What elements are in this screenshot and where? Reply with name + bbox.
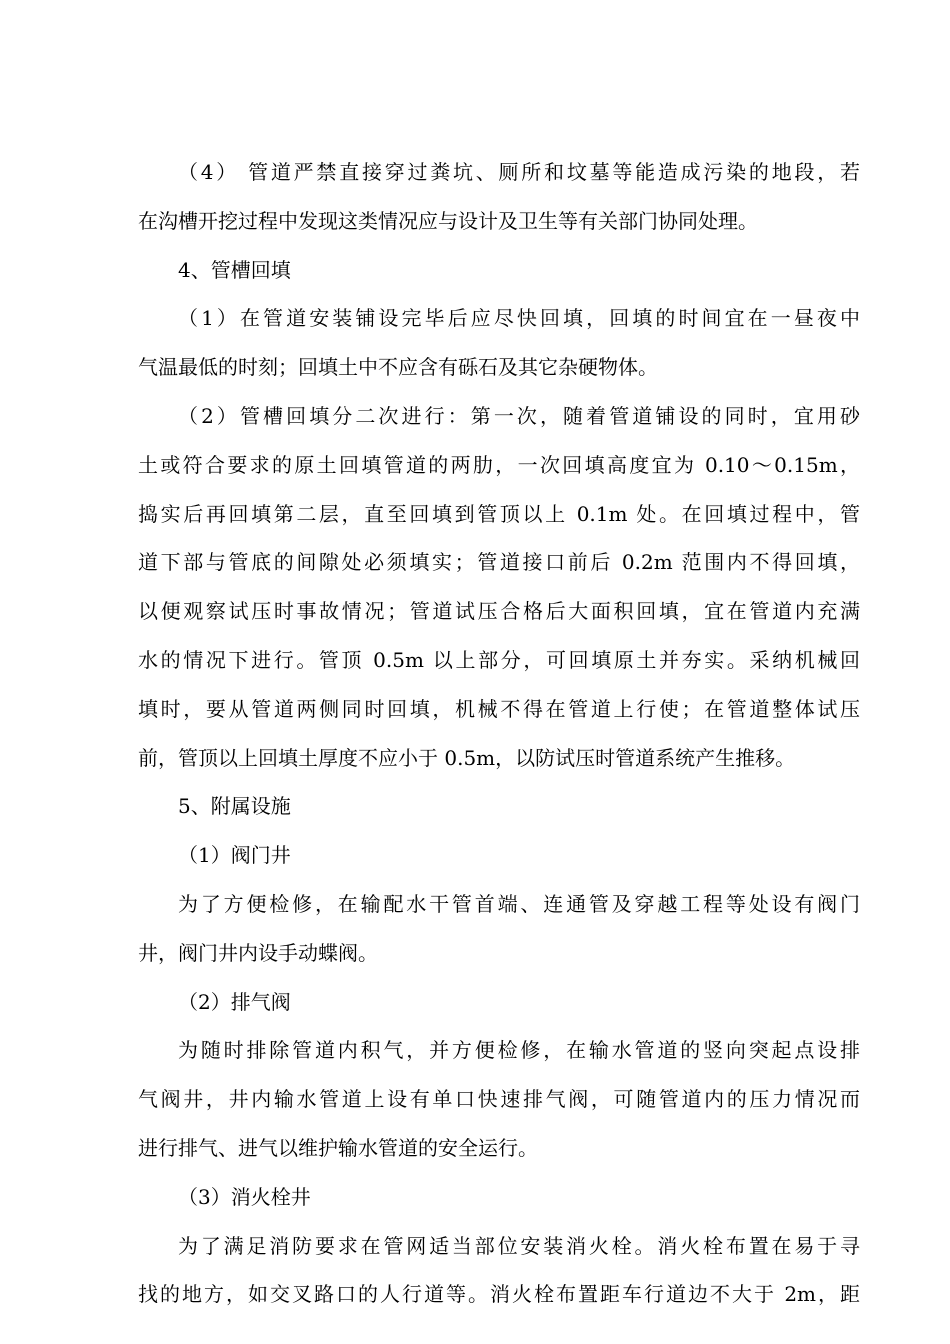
text-line: 为了方便检修，在输配水干管首端、连通管及穿越工程等处设有阀门 [178, 891, 860, 916]
text-line: 填时，要从管道两侧同时回填，机械不得在管道上行使；在管道整体试压 [138, 696, 860, 721]
text-line: （1）在管道安装铺设完毕后应尽快回填，回填的时间宜在一昼夜中 [178, 306, 860, 331]
subsection-heading: （2）排气阀 [178, 989, 291, 1014]
text-line: 前，管顶以上回填土厚度不应小于 0.5m，以防试压时管道系统产生推移。 [138, 745, 796, 770]
text-line: 进行排气、进气以维护输水管道的安全运行。 [138, 1135, 538, 1160]
text-line: 水的情况下进行。管顶 0.5m 以上部分，可回填原土并夯实。采纳机械回 [138, 647, 860, 672]
text-line: 找的地方，如交叉路口的人行道等。消火栓布置距车行道边不大于 2m，距 [138, 1282, 860, 1307]
text-line: 气阀井，井内输水管道上设有单口快速排气阀，可随管道内的压力情况而 [138, 1087, 860, 1112]
text-line: 捣实后再回填第二层，直至回填到管顶以上 0.1m 处。在回填过程中，管 [138, 501, 860, 526]
subsection-heading: （1）阀门井 [178, 843, 291, 868]
document-body [138, 148, 860, 1319]
text-line: 为了满足消防要求在管网适当部位安装消火栓。消火栓布置在易于寻 [178, 1233, 860, 1258]
text-line: 气温最低的时刻；回填土中不应含有砾石及其它杂硬物体。 [138, 355, 658, 380]
text-line: 以便观察试压时事故情况；管道试压合格后大面积回填，宜在管道内充满 [138, 599, 860, 624]
text-line: （2）管槽回填分二次进行：第一次，随着管道铺设的同时，宜用砂 [178, 403, 860, 428]
text-line: 土或符合要求的原土回填管道的两肋，一次回填高度宜为 0.10～0.15m， [138, 452, 860, 477]
text-line: 为随时排除管道内积气，并方便检修，在输水管道的竖向突起点设排 [178, 1038, 860, 1063]
text-line: 道下部与管底的间隙处必须填实；管道接口前后 0.2m 范围内不得回填， [138, 550, 860, 575]
section-heading: 5、附属设施 [178, 794, 291, 819]
text-line: 井，阀门井内设手动蝶阀。 [138, 940, 378, 965]
text-line: 在沟槽开挖过程中发现这类情况应与设计及卫生等有关部门协同处理。 [138, 208, 758, 233]
subsection-heading: （3）消火栓井 [178, 1184, 311, 1209]
text-line: （4） 管道严禁直接穿过粪坑、厕所和坟墓等能造成污染的地段，若 [178, 160, 860, 184]
section-heading: 4、管槽回填 [178, 257, 291, 282]
